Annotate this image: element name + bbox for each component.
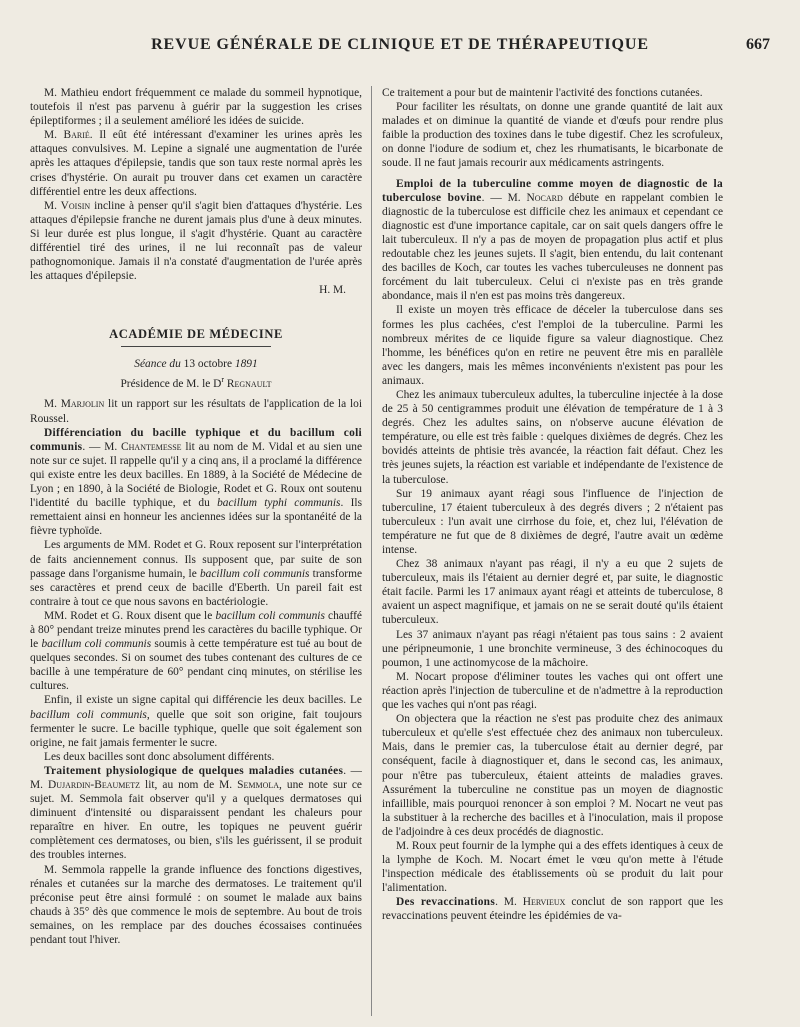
speaker-name: M. Chantemesse: [104, 440, 182, 453]
section-title: ACADÉMIE DE MÉDECINE: [109, 327, 283, 342]
italic-term: bacillum coli communis: [41, 638, 152, 651]
paragraph: [30, 199, 362, 284]
subsection-heading: Emploi de la tuberculine comme moyen de diagnostic de la tuberculose bovine: [382, 177, 723, 204]
section-title-rule: [121, 346, 271, 347]
seance-date: 13 octobre: [183, 357, 233, 370]
seance-year: 1891: [232, 357, 258, 370]
italic-term: bacillum coli communis: [199, 567, 310, 580]
paragraph: M. Mathieu endort fréquemment ce malade du sommeil hypnotique, toutefois il n'est pas parvenu à guérir par la suggestion les crises épileptiformes ; il a seulement amélioré les idées de suicide.: [30, 87, 362, 128]
seance-line: [30, 357, 362, 371]
paragraph-text: lit au nom de M. Vidal et au sien une note sur ce sujet. Il rappelle qu'il y a cinq ans, il a proclamé la différence qui existe entre les deux bacilles. En 1889, à la Société de Médecine de Lyon ; en 1890, à la Société de Biologie, Rodet et G. Roux ont soutenu l'identité du bacille typhique, et du: [30, 440, 362, 510]
subsection-paragraph: Traitement physiologique de quelques maladies cutanées. — M. Dujardin-Beaumetz lit, au nom de M. Semmola, une note sur ce sujet. M. Semmola fait observer qu'il y a quelques dermatoses qui diminuent d'intensité ou disparaissent pendant les chaleurs pour reparaître en hiver. En outre, les topiques ne peuvent guérir complètement ces dermatoses, ou bien, s'ils les guérissent, il se produit des troubles internes.: [30, 764, 362, 862]
subsection-paragraph: Des revaccinations. M. Hervieux conclut de son rapport que les revaccinations peuvent éteindre les épidémies de va-: [382, 896, 723, 923]
paragraph-text: incline à penser qu'il s'agit bien d'attaques d'hystérie. Les attaques d'épilepsie franche ne durent jamais plus d'une à deux minutes. Si leur durée est plus longue, il s'agit d'hystérie. Quant au caractère différentiel tiré des urines, il ne lui reconnaît pas de valeur pathognomonique. Jamais il n'a constaté d'augmentation de l'urée après les attaques d'épilepsie.: [30, 199, 362, 283]
paragraph-text: lit un rapport sur les résultats de l'application de la loi Roussel.: [30, 398, 362, 425]
speaker-name: M. Dujardin-Beaumetz: [30, 779, 141, 792]
paragraph-text: Il eût été intéressant d'examiner les urines après les attaques convulsives. M. Lepine a signalé une augmentation de l'urée après les attaques d'épilepsie, tandis que son taux reste normal après les crises d'hystérie. On aurait pu trouver dans cet examen un caractère différentiel entre les deux affections.: [30, 129, 362, 198]
right-column: [382, 86, 723, 1016]
section-spacer: [30, 297, 362, 319]
paragraph: MM. Rodet et G. Roux disent que le bacillum coli communis chauffé à 80° pendant treize minutes prend les caractères du bacille typhique. Or le bacillum coli communis soumis à cette température est tué au bout de quelques secondes. Si on soumet des tubes contenant des cultures de ce bacille à une température de 60° pendant cinq minutes, on stérilise les cultures.: [30, 609, 362, 693]
presidence-prefix: Présidence de M. le D: [120, 377, 222, 390]
page-header: [30, 30, 770, 60]
paragraph: M. Nocart propose d'éliminer toutes les vaches qui ont offert une réaction après l'injection de tuberculine et de n'admettre à la reproduction que les vaches qui n'ont pas réagi.: [382, 670, 723, 712]
paragraph: Ce traitement a pour but de maintenir l'activité des fonctions cutanées.: [382, 87, 703, 99]
subsection-heading: Des revaccinations: [396, 896, 496, 909]
author-signature: H. M.: [319, 284, 346, 297]
paragraph: M. Roux peut fournir de la lymphe qui a des effets identiques à ceux de la lymphe de Koch. M. Nocart émet le vœu qu'on mette à l'étude l'inspection médicale des établissements où se produit du lait pour l'alimentation.: [382, 839, 723, 895]
paragraph: Chez 38 animaux n'ayant pas réagi, il n'y a eu que 2 sujets de tuberculeux, mais ils l'étaient au dernier degré et, par suite, le diagnostic était facile. Parmi les 17 animaux ayant réagi et atteints de tuberculose, 8 avaient un aspect magnifique, et jamais on ne se serait douté qu'ils étaient tuberculeux.: [382, 558, 723, 627]
subsection-paragraph: Emploi de la tuberculine comme moyen de diagnostic de la tuberculose bovine. — M. Nocard débute en rappelant combien le diagnostic de la tuberculose est difficile chez les animaux et cependant ce diagnostic est d'une importance capitale, car on sait quels dangers offre le lait tuberculeux. Il n'y a pas de moyen de propagation plus actif et plus redoutable chez les jeunes sujets. Il s'agit, bien entendu, du lait contenant des bacilles de Koch, car toutes les vaches tuberculeuses ne donnent pas forcément du lait tuberculeux. Celui ci n'existe pas en très grande abondance, mais il n'en est pas moins très dangereux.: [382, 177, 723, 303]
presidence-line: [30, 373, 362, 391]
subsection-heading: Traitement physiologique de quelques maladies cutanées: [44, 764, 344, 777]
presidence-superscript: r: [221, 374, 225, 384]
paragraph-text: . Ils remettaient ainsi en honneur les anciennes idées sur la spontanéité de la fièvre typhoïde.: [30, 497, 362, 538]
paragraph: Les 37 animaux n'ayant pas réagi n'étaient pas tous sains : 2 avaient une péripneumonie, 1 une bronchite vermineuse, 3 des échinocoques du poumon, 1 une actinomycose de la mâchoire.: [382, 628, 723, 669]
speaker-name: M. Marjolin: [44, 398, 105, 411]
speaker-name: M. Barié.: [44, 129, 93, 142]
paragraph: Les arguments de MM. Rodet et G. Roux reposent sur l'interprétation de faits anciennement connus. Ils supposent que, par suite de son passage dans l'organisme humain, le bacillum coli communis transforme ses caractères et prend ceux de bacille d'Eberth. Un pareil fait est contraire à tout ce que nous savons en bactériologie.: [30, 539, 362, 608]
subsection-paragraph: Différenciation du bacille typhique et du bacillum coli communis. — M. Chantemesse lit au nom de M. Vidal et au sien une note sur ce sujet. Il rappelle qu'il y a cinq ans, il a proclamé la différence qui existe entre les deux bacilles. En 1889, à la Société de Médecine de Lyon ; en 1890, à la Société de Biologie, Rodet et G. Roux ont soutenu l'identité du bacille typhique, et du bacillum typhi communis. Ils remettaient ainsi en honneur les anciennes idées sur la spontanéité de la fièvre typhoïde.: [30, 426, 362, 538]
italic-term: bacillum coli communis: [30, 708, 147, 721]
speaker-name: M. Hervieux: [503, 896, 566, 909]
paragraph: Chez les animaux tuberculeux adultes, la tuberculine injectée à la dose de 25 à 50 centigrammes produit une élévation de température de 1 à 3 degrés. Chez les adultes sains, on n'observe aucune élévation de température, ou elle est très faible : quelques dixièmes de degrés. Chez les bovidés atteints de phtisie très avancée, la réaction fait défaut. Chez les très jeunes sujets, la réaction est variable et indépendante de l'existence de la tuberculose.: [382, 388, 723, 486]
column-divider: [371, 86, 372, 1016]
speaker-name: Semmola: [237, 779, 280, 792]
paragraph: Les deux bacilles sont donc absolument différents.: [44, 750, 275, 763]
seance-prefix: Séance du: [134, 357, 184, 370]
paragraph: M. Semmola rappelle la grande influence des fonctions digestives, rénales et cutanées sur la marche des dermatoses. Le traitement qu'il préconise peut être ainsi formulé : on soumet le malade aux bains chauds à 35° dès que commence le mois de septembre. Au bout de trois semaines, on les remplace par des douches écossaises continuées pendant tout l'hiver.: [30, 863, 362, 947]
subsection-heading: Différenciation du bacille typhique et du bacillum coli communis: [30, 426, 362, 453]
italic-term: bacillum coli communis: [215, 609, 325, 622]
speaker-name: M. Nocard: [507, 191, 563, 204]
speaker-name: M. Voisin: [44, 199, 91, 212]
paragraph: [30, 397, 362, 425]
paragraph: Pour faciliter les résultats, on donne une grande quantité de lait aux malades et on diminue la quantité de viande et d'œufs pour rendre plus faible la production des toxines dans le tube digestif. Chez les scrofuleux, on donne l'iodure de sodium et, chez les rhumatisants, le bicarbonate de soude. Il ne faut jamais recourir aux médicaments astringents.: [382, 101, 723, 170]
running-title: REVUE GÉNÉRALE DE CLINIQUE ET DE THÉRAPEUTIQUE: [151, 36, 649, 53]
page-number: 667: [746, 36, 770, 53]
paragraph: [30, 128, 362, 198]
paragraph: Sur 19 animaux ayant réagi sous l'influence de l'injection de tuberculine, 17 étaient tuberculeux à des degrés divers ; 2 n'étaient pas tuberculeux : l'un avait une cirrhose du foie, et, chez lui, l'élévation de température ne fut que de 8 dixièmes de degré, l'autre avait un œdème intense.: [382, 487, 723, 556]
italic-term: bacillum typhi communis: [217, 497, 341, 510]
paragraph: Il existe un moyen très efficace de déceler la tuberculose dans ses formes les plus cachées, c'est l'emploi de la tuberculine. Parmi les nombreux mérites de ce liquide figure sa valeur diagnostique. Chez l'homme, les bénéfices qu'on en retire ne peuvent être mis en parallèle avec les dangers, mais les mêmes inconvénients n'existent pas pour les animaux.: [382, 304, 723, 387]
paragraph: On objectera que la réaction ne s'est pas produite chez des animaux tuberculeux et qu'elle s'est effectuée chez des animaux non tuberculeux. Mais, dans le premier cas, la tuberculose était au dernier degré, par conséquent, facile à diagnostiquer et, dans le second cas, les animaux, pour n'être pas tuberculeux, étaient atteints de maladies graves. Assurément la tuberculine ne constitue pas un moyen de diagnostic infaillible, mais pourquoi renoncer à son emploi ? M. Nocart ne veut pas la substituer à la recherche des bacilles et à l'inoculation, mais il propose de l'adjoindre à ces deux procédés de diagnostic.: [382, 713, 723, 838]
paragraph: Enfin, il existe un signe capital qui différencie les deux bacilles. Le bacillum coli communis, quelle que soit son origine, fait toujours fermenter le sucre. Le bacille typhique, quelle que soit également son origine, ne fait jamais fermenter le sucre.: [30, 694, 362, 749]
president-name: Regnault: [224, 377, 272, 390]
left-column: [30, 86, 362, 1016]
